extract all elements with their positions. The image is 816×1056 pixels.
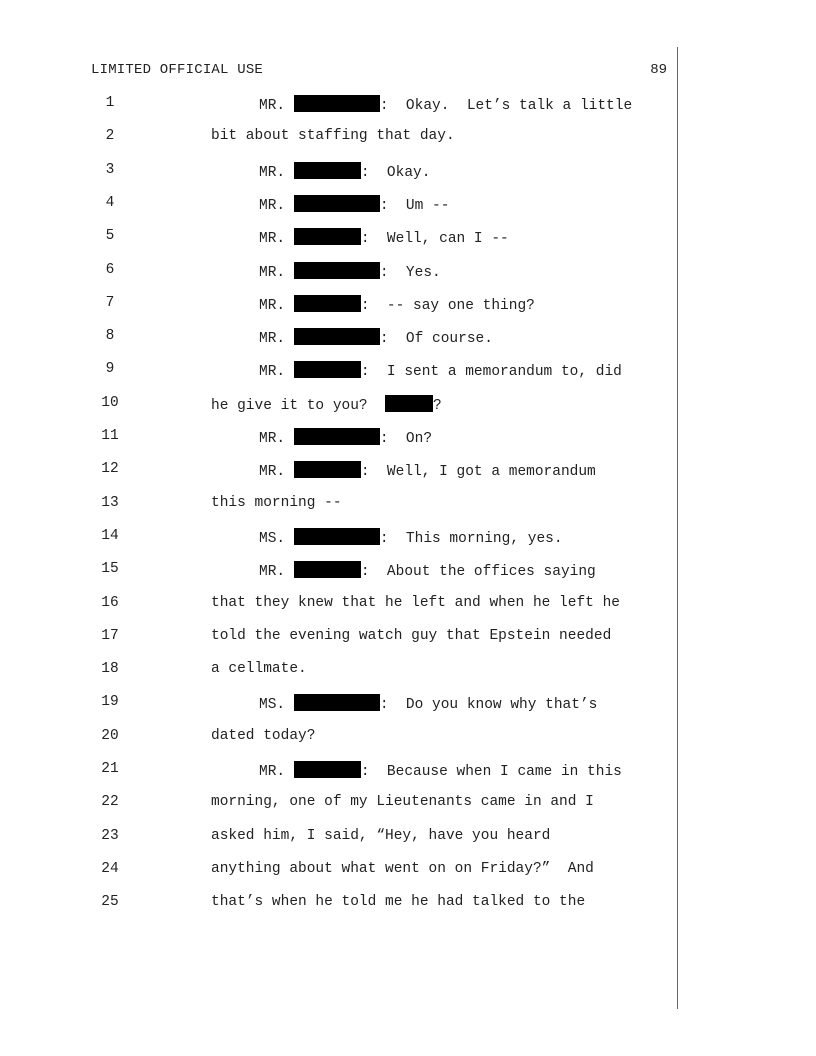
transcript-line (0, 628, 816, 648)
line-text-suffix: : Because when I came in this (360, 764, 622, 780)
line-text-prefix: MS. (259, 697, 294, 714)
transcript-line (0, 595, 816, 615)
line-text-prefix: MR. (259, 98, 294, 114)
line-text-prefix: MS. (259, 530, 294, 547)
redaction-box (294, 228, 361, 245)
line-text-prefix: dated today? (211, 727, 316, 744)
transcript-line (0, 495, 816, 515)
transcript-line (0, 228, 816, 248)
line-text (211, 661, 307, 677)
line-text-prefix: that’s when he told me he had talked to the (211, 894, 586, 911)
line-text-prefix: morning, one of my Lieutenants came in and I (211, 794, 594, 811)
line-text (259, 328, 493, 347)
line-number: 9 (105, 361, 115, 378)
transcript-line (0, 761, 816, 781)
line-number: 3 (105, 161, 115, 178)
line-number: 23 (101, 827, 119, 844)
line-text (259, 461, 596, 480)
transcript-line (0, 461, 816, 481)
line-text (259, 295, 535, 314)
line-number: 19 (101, 694, 119, 711)
line-number: 11 (101, 428, 119, 444)
line-text-prefix: MR. (259, 431, 294, 447)
line-text (211, 794, 594, 810)
line-text-suffix: : I sent a memorandum to, did (360, 364, 622, 381)
line-text (259, 195, 449, 214)
line-number: 18 (101, 661, 119, 678)
transcript-line (0, 861, 816, 881)
classification-label: LIMITED OFFICIAL USE (91, 62, 264, 78)
transcript-line (0, 195, 816, 215)
transcript-line (0, 328, 816, 348)
line-text-prefix: MR. (259, 331, 294, 348)
line-text-prefix: this morning -- (211, 494, 342, 511)
line-number: 6 (105, 261, 115, 278)
transcript-line (0, 295, 816, 315)
line-number: 2 (105, 128, 115, 145)
line-text (211, 828, 550, 844)
line-text-prefix: a cellmate. (211, 661, 307, 678)
transcript-line (0, 894, 816, 914)
line-text (259, 162, 430, 181)
line-text-prefix: MR. (259, 297, 294, 314)
line-number: 4 (105, 194, 115, 211)
line-text (259, 528, 563, 547)
line-text (211, 395, 442, 414)
transcript-line (0, 128, 816, 148)
transcript-line (0, 694, 816, 714)
line-number: 7 (105, 294, 115, 311)
line-text (211, 128, 455, 144)
line-text (211, 628, 611, 644)
redaction-box (294, 694, 380, 711)
transcript-line (0, 361, 816, 381)
line-number: 10 (101, 394, 119, 411)
line-number: 24 (101, 860, 119, 877)
line-text-prefix: MR. (259, 164, 294, 181)
redaction-box (294, 195, 380, 212)
redaction-box (294, 428, 380, 445)
line-text-prefix: bit about staffing that day. (211, 128, 455, 145)
redaction-box (294, 528, 380, 545)
line-text-prefix: MR. (259, 231, 294, 248)
line-number: 21 (101, 761, 119, 777)
line-text (211, 595, 620, 611)
redaction-box (294, 561, 361, 578)
line-text-suffix: : Okay. Let’s talk a little (379, 98, 633, 114)
transcript-line (0, 794, 816, 814)
line-text (211, 861, 594, 877)
line-text-suffix: : Um -- (379, 197, 450, 214)
line-number: 5 (105, 228, 115, 245)
redaction-box (385, 395, 433, 412)
line-text-suffix: : On? (379, 431, 433, 447)
line-text-prefix: asked him, I said, “Hey, have you heard (211, 827, 551, 844)
line-text-prefix: that they knew that he left and when he left he (211, 594, 620, 611)
line-text (259, 428, 432, 447)
transcript-line (0, 528, 816, 548)
line-text (259, 561, 596, 580)
line-text-suffix: : About the offices saying (360, 564, 596, 581)
redaction-box (294, 262, 380, 279)
line-text (259, 262, 441, 281)
line-number: 20 (101, 727, 119, 744)
line-text-suffix: : Yes. (379, 264, 441, 281)
line-text-prefix: MR. (259, 464, 294, 481)
redaction-box (294, 95, 380, 112)
line-text (211, 728, 315, 744)
line-number: 14 (101, 527, 119, 544)
line-text-suffix: : Well, can I -- (360, 231, 509, 248)
line-number: 12 (101, 461, 119, 478)
line-text (259, 361, 622, 380)
redaction-box (294, 295, 361, 312)
line-text-suffix: : Of course. (379, 331, 493, 348)
line-text-prefix: MR. (259, 564, 294, 581)
line-text-prefix: he give it to you? (211, 397, 386, 414)
line-text-prefix: MR. (259, 764, 294, 780)
transcript-line (0, 262, 816, 282)
line-number: 8 (105, 328, 115, 345)
line-number: 22 (101, 794, 119, 811)
line-text (211, 894, 585, 910)
transcript-line (0, 561, 816, 581)
line-number: 17 (101, 627, 119, 644)
redaction-box (294, 328, 380, 345)
transcript-line (0, 162, 816, 182)
line-text (211, 495, 342, 511)
page-number: 89 (650, 62, 667, 78)
line-number: 16 (101, 594, 119, 611)
redaction-box (294, 361, 361, 378)
transcript-line (0, 395, 816, 415)
transcript-line (0, 428, 816, 448)
line-text-suffix: : Do you know why that’s (379, 697, 598, 714)
line-text-prefix: told the evening watch guy that Epstein needed (211, 627, 612, 644)
transcript-line (0, 95, 816, 115)
line-text (259, 228, 509, 247)
line-text-suffix: : Well, I got a memorandum (360, 464, 596, 481)
transcript-line (0, 661, 816, 681)
redaction-box (294, 461, 361, 478)
line-text (259, 761, 622, 780)
line-text-suffix: : This morning, yes. (379, 530, 563, 547)
line-text-suffix: : Okay. (360, 164, 431, 181)
line-number: 13 (101, 494, 119, 511)
line-text-prefix: MR. (259, 364, 294, 381)
page-header (91, 62, 667, 80)
line-text (259, 95, 632, 114)
line-text (259, 694, 597, 713)
line-text-prefix: MR. (259, 197, 294, 214)
redaction-box (294, 761, 361, 778)
line-number: 1 (105, 95, 115, 111)
line-text-prefix: MR. (259, 264, 294, 281)
line-number: 15 (101, 561, 119, 578)
line-text-prefix: anything about what went on on Friday?” And (211, 860, 594, 877)
redaction-box (294, 162, 361, 179)
line-text-suffix: : -- say one thing? (360, 297, 535, 314)
line-number: 25 (101, 894, 119, 911)
transcript-line (0, 728, 816, 748)
line-text-suffix: ? (433, 397, 442, 414)
transcript-line (0, 828, 816, 848)
